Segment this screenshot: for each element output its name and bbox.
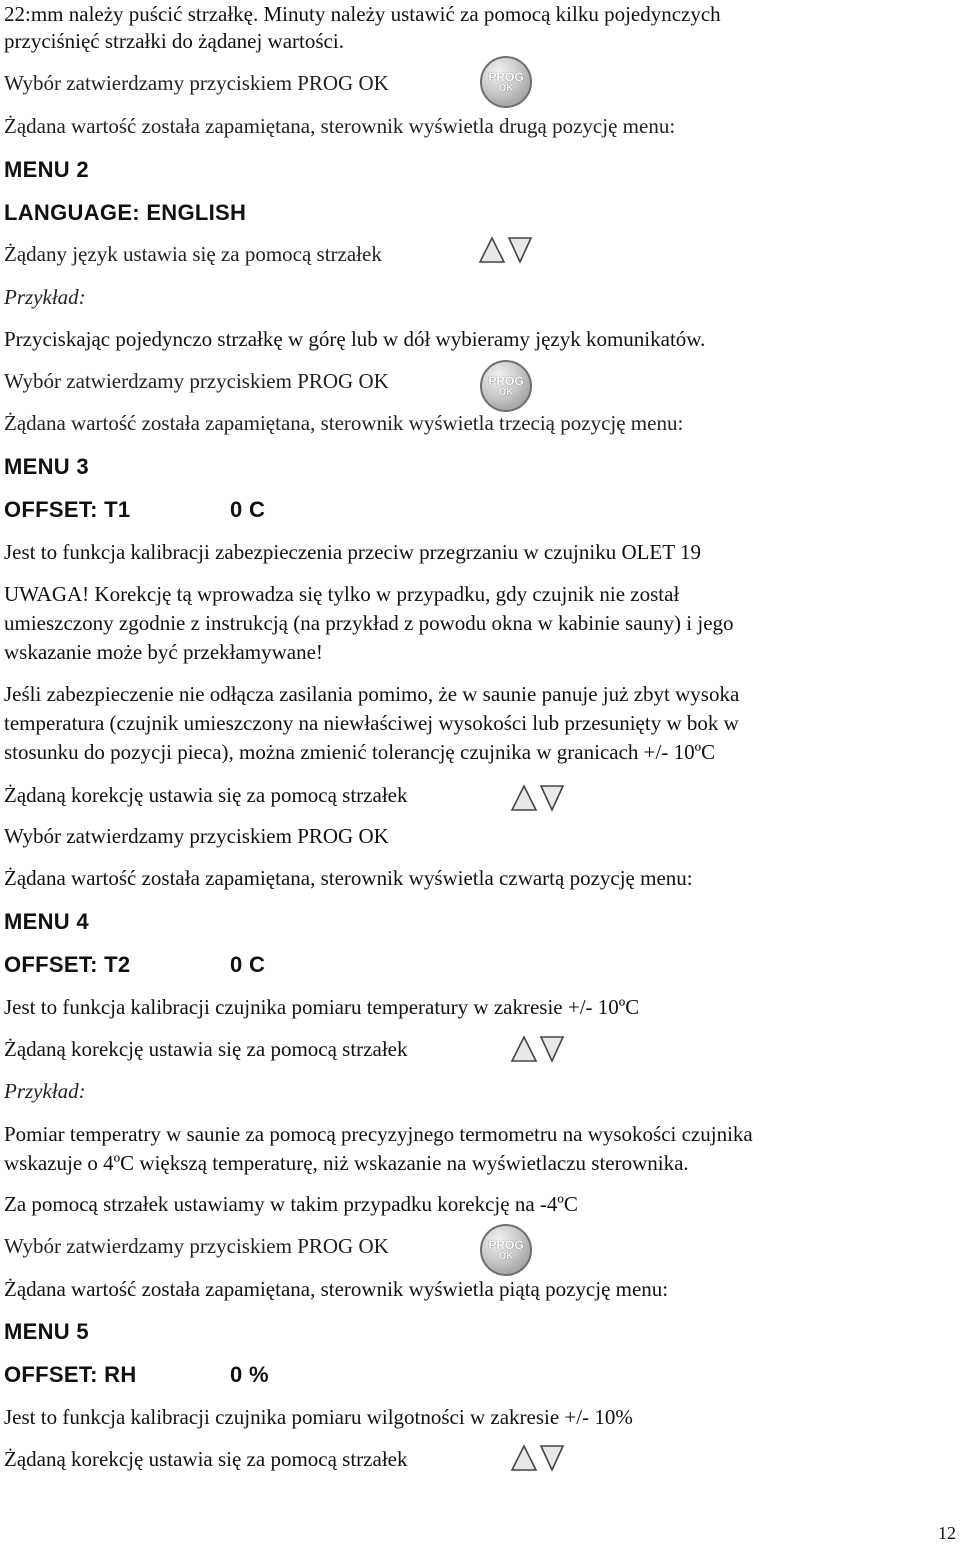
text-line: Wybór zatwierdzamy przyciskiem PROG OK	[4, 1234, 389, 1258]
text-line: Żądaną korekcję ustawia się za pomocą strzałek	[4, 1037, 408, 1061]
text-line: Wybór zatwierdzamy przyciskiem PROG OK	[4, 71, 389, 95]
prog-ok-button-icon: PROG OK	[480, 56, 532, 108]
menu-setting: LANGUAGE: ENGLISH	[4, 200, 247, 225]
up-down-arrows-icon	[510, 783, 566, 813]
menu-heading: MENU 4	[4, 909, 89, 934]
text-line: Żądana wartość została zapamiętana, sterownik wyświetla trzecią pozycję menu:	[4, 411, 684, 435]
example-label: Przykład:	[4, 285, 86, 309]
text-line: stosunku do pozycji pieca), można zmienić tolerancję czujnika w granicach +/- 10ºC	[4, 740, 716, 764]
text-line: Wybór zatwierdzamy przyciskiem PROG OK	[4, 824, 389, 848]
text-line: umieszczony zgodnie z instrukcją (na przykład z powodu okna w kabinie sauny) i jego	[4, 611, 734, 635]
menu-heading: MENU 3	[4, 454, 89, 479]
text-line: Żądany język ustawia się za pomocą strzałek	[4, 242, 382, 266]
menu-setting	[4, 950, 404, 979]
setting-name: OFFSET: T2	[4, 952, 131, 977]
text-line: wskazuje o 4ºC większą temperaturę, niż wskazanie na wyświetlaczu sterownika.	[4, 1151, 689, 1175]
text-line: Żądana wartość została zapamiętana, sterownik wyświetla drugą pozycję menu:	[4, 114, 676, 138]
menu-heading: MENU 2	[4, 157, 89, 182]
text-line: Jest to funkcja kalibracji czujnika pomiaru temperatury w zakresie +/- 10ºC	[4, 995, 640, 1019]
setting-value: 0 %	[230, 1362, 269, 1387]
text-line: przyciśnięć strzałki do żądanej wartości.	[4, 29, 344, 53]
up-down-arrows-icon	[478, 235, 534, 265]
text-line: Żądana wartość została zapamiętana, sterownik wyświetla piątą pozycję menu:	[4, 1277, 669, 1301]
prog-ok-button-icon: PROG OK	[480, 1224, 532, 1276]
up-down-arrows-icon	[510, 1443, 566, 1473]
text-line: 22:mm należy puścić strzałkę. Minuty należy ustawić za pomocą kilku pojedynczych	[4, 2, 721, 26]
text-line: Pomiar temperatry w saunie za pomocą precyzyjnego termometru na wysokości czujnika	[4, 1122, 753, 1146]
example-label: Przykład:	[4, 1079, 86, 1103]
menu-heading: MENU 5	[4, 1319, 89, 1344]
prog-ok-button-icon: PROG OK	[480, 360, 532, 412]
setting-name: OFFSET: T1	[4, 497, 131, 522]
menu-setting	[4, 1360, 404, 1389]
setting-value: 0 C	[230, 952, 266, 977]
text-line: wskazanie może być przekłamywane!	[4, 640, 323, 664]
text-line: UWAGA! Korekcję tą wprowadza się tylko w przypadku, gdy czujnik nie został	[4, 582, 680, 606]
text-line: Przyciskając pojedynczo strzałkę w górę lub w dół wybieramy język komunikatów.	[4, 327, 706, 351]
text-line: Wybór zatwierdzamy przyciskiem PROG OK	[4, 369, 389, 393]
up-down-arrows-icon	[510, 1034, 566, 1064]
text-line: Jeśli zabezpieczenie nie odłącza zasilania pomimo, że w saunie panuje już zbyt wysoka	[4, 682, 740, 706]
text-line: Jest to funkcja kalibracji zabezpieczenia przeciw przegrzaniu w czujniku OLET 19	[4, 540, 701, 564]
setting-name: OFFSET: RH	[4, 1362, 137, 1387]
page-number: 12	[938, 1523, 956, 1543]
menu-setting	[4, 495, 404, 524]
setting-value: 0 C	[230, 497, 266, 522]
text-line: Jest to funkcja kalibracji czujnika pomiaru wilgotności w zakresie +/- 10%	[4, 1405, 633, 1429]
text-line: Za pomocą strzałek ustawiamy w takim przypadku korekcję na -4ºC	[4, 1192, 578, 1216]
text-line: Żądaną korekcję ustawia się za pomocą strzałek	[4, 1447, 408, 1471]
text-line: Żądaną korekcję ustawia się za pomocą strzałek	[4, 783, 408, 807]
text-line: temperatura (czujnik umieszczony na niewłaściwej wysokości lub przesunięty w bok w	[4, 711, 739, 735]
text-line: Żądana wartość została zapamiętana, sterownik wyświetla czwartą pozycję menu:	[4, 866, 693, 890]
